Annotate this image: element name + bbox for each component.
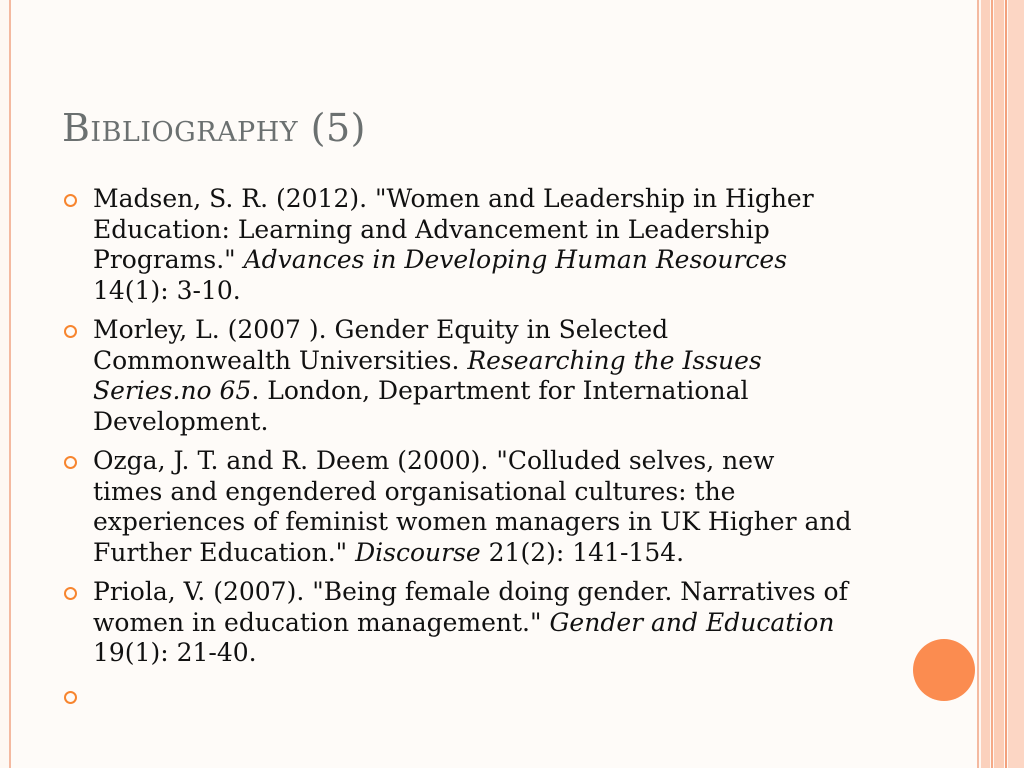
reference-text: 19(1): 21-40. [93,638,257,667]
bullet-icon [64,325,77,338]
reference-item [64,446,884,568]
reference-list [64,184,884,722]
reference-text: experiences of feminist women managers in UK Higher and [93,507,852,536]
reference-line [93,407,884,438]
decorative-stripe [981,0,990,768]
reference-line [93,184,884,215]
reference-text: Programs." [93,245,244,274]
reference-text: Ozga, J. T. and R. Deem (2000). "Colluded selves, new [93,446,775,475]
reference-line [93,315,884,346]
reference-item [64,184,884,306]
decorative-stripe [991,0,993,768]
decorative-stripe [1005,0,1007,768]
reference-text: times and engendered organisational cultures: the [93,476,736,506]
empty-reference-item [64,683,884,713]
reference-line [93,346,884,377]
reference-source-title: Gender and Education [549,607,835,637]
reference-text: 14(1): 3-10. [93,275,241,305]
reference-line [93,577,884,608]
reference-text: . London, Department for International [251,376,749,405]
reference-line [93,245,884,276]
reference-line [93,638,884,669]
bullet-icon [64,456,77,469]
reference-text: Education: Learning and Advancement in Leadership [93,214,770,244]
reference-line [93,276,884,307]
reference-source-title: Discourse [355,537,481,567]
reference-item [64,315,884,437]
reference-text: Priola, V. (2007). "Being female doing gender. Narratives of [93,577,848,606]
decorative-stripe [994,0,1004,768]
reference-text: 21(2): 141-154. [480,537,685,567]
reference-line [93,477,884,508]
reference-line [93,376,884,407]
reference-text: Morley, L. (2007 ). Gender Equity in Selected [93,315,669,344]
reference-text: Madsen, S. R. (2012). "Women and Leadership in Higher [93,184,814,213]
reference-line [93,507,884,538]
bullet-icon [64,194,77,207]
reference-text: Commonwealth Universities. [93,345,468,375]
reference-text: Development. [93,406,269,436]
reference-source-title: Advances in Developing Human Resources [243,245,788,274]
reference-source-title: Researching the Issues [467,345,762,375]
reference-line [93,608,884,639]
reference-line [93,215,884,246]
bullet-icon [64,587,77,600]
reference-text: women in education management." [93,607,550,637]
slide-title: Bibliography (5) [62,106,367,150]
reference-line [93,446,884,477]
reference-item [64,577,884,669]
reference-line [93,538,884,569]
reference-source-title: Series.no 65 [93,376,252,405]
decorative-stripe [1008,0,1024,768]
bullet-icon [64,691,77,704]
reference-text: Further Education." [93,537,356,567]
decorative-circle [913,639,975,701]
